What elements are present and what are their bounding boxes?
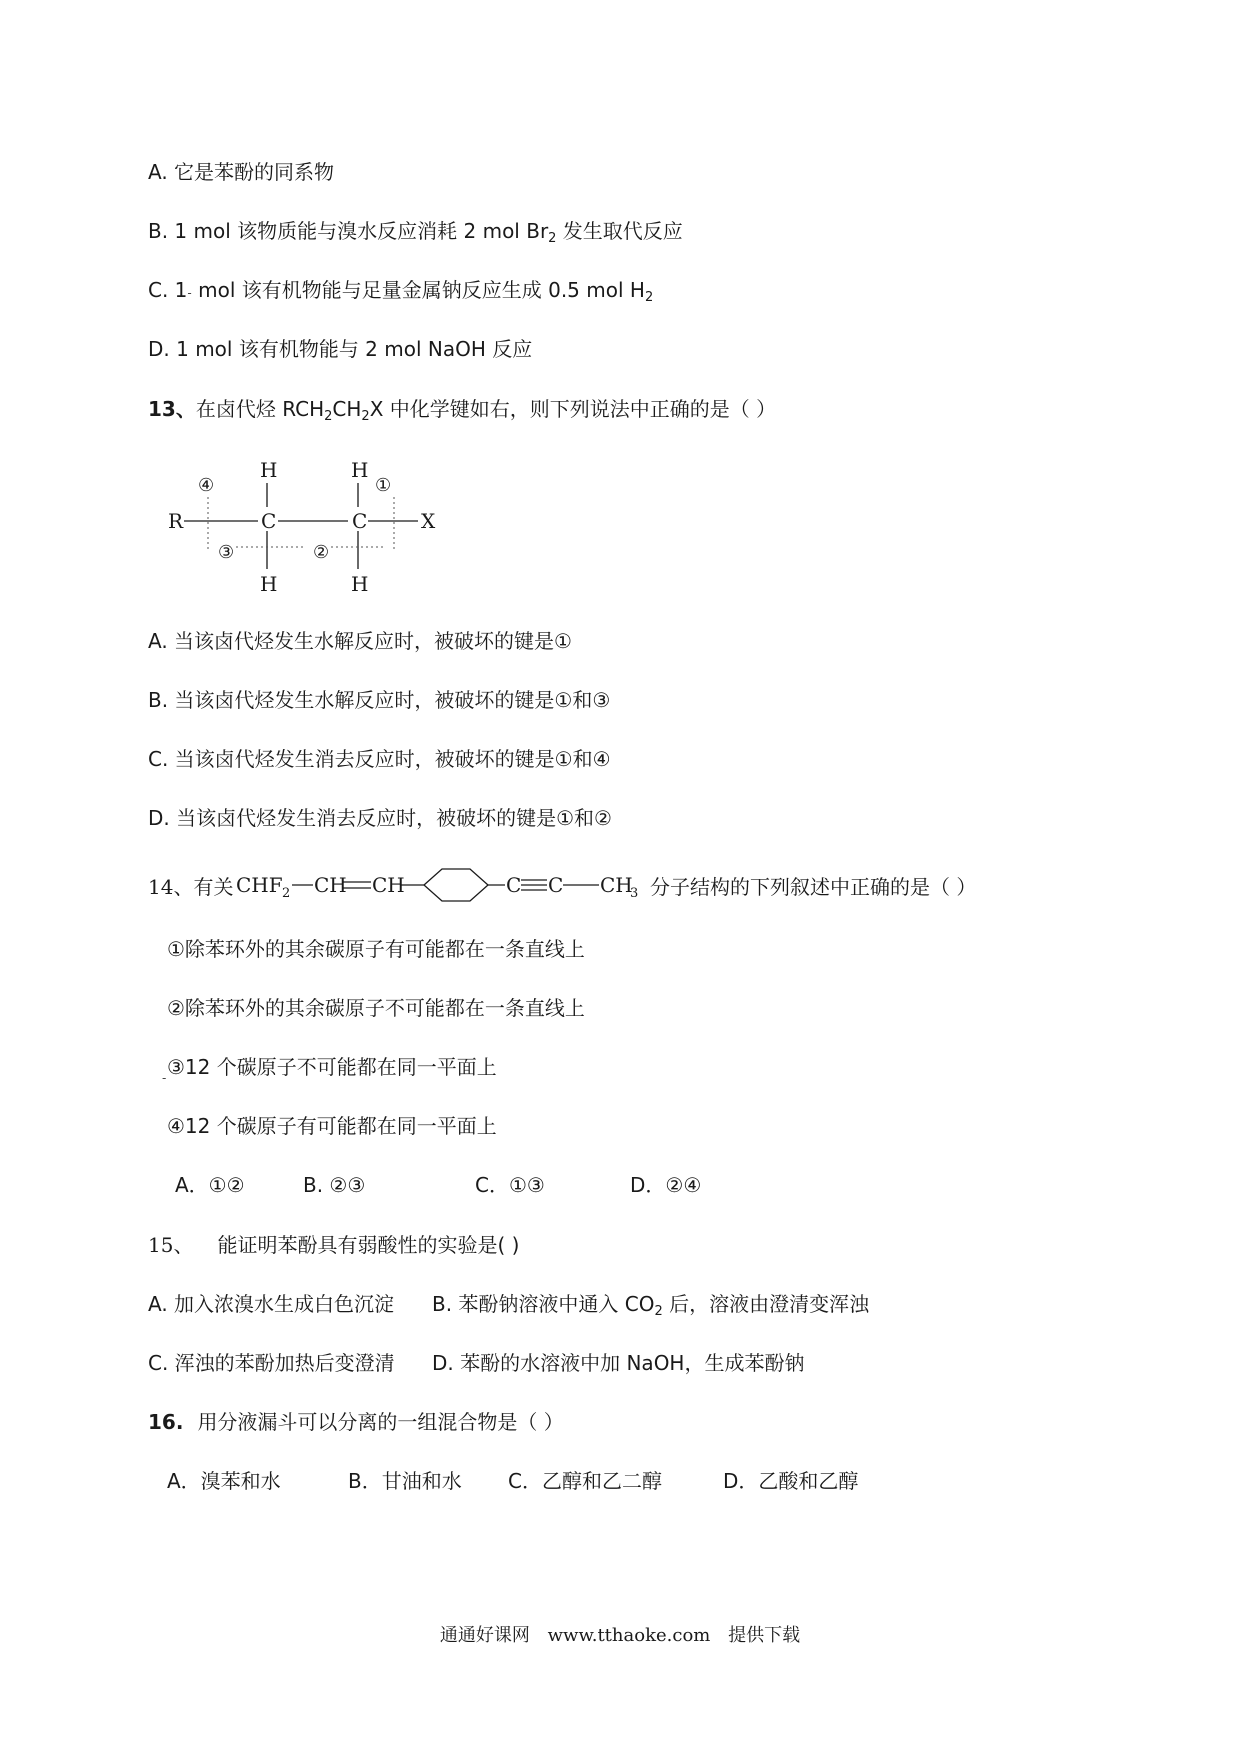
q15-options-row-1 [0, 1290, 1240, 1318]
benzene-ring [424, 869, 488, 901]
q12-option-c-mark: - [187, 286, 192, 300]
q14-option-a: A．①② [175, 1173, 245, 1197]
q15-option-b-subscript: 2 [654, 1304, 663, 1319]
formula-chf: CHF [236, 873, 283, 897]
q15-option-c: C. 浑浊的苯酚加热后变澄清 [148, 1351, 395, 1375]
diagram-carbon-2: C [352, 509, 368, 533]
q13-option-a: A. 当该卤代烃发生水解反应时，被破坏的键是① [148, 629, 572, 653]
q12-option-c-body: mol 该有机物能与足量金属钠反应生成 0.5 mol H [191, 278, 645, 302]
q15-option-b-text: B. 苯酚钠溶液中通入 CO [432, 1292, 655, 1316]
q14-statement-3: ③12 个碳原子不可能都在同一平面上 [167, 1055, 497, 1079]
q12-option-c-text: C. 1 [148, 278, 188, 302]
q13-option-b: B. 当该卤代烃发生水解反应时，被破坏的键是①和③ [148, 688, 611, 712]
q14-structural-formula [232, 863, 650, 909]
q16-option-a: A．溴苯和水 [167, 1469, 281, 1493]
q16-option-c: C．乙醇和乙二醇 [508, 1469, 662, 1493]
q12-option-b-tail: 发生取代反应 [556, 219, 683, 243]
q12-option-b-subscript: 2 [548, 231, 557, 246]
q15-option-d: D. 苯酚的水溶液中加 NaOH，生成苯酚钠 [432, 1351, 805, 1375]
q12-option-b [148, 217, 683, 245]
q13-number: 13、 [148, 397, 196, 421]
formula-c-2: C [548, 873, 564, 897]
q14-stem-tail: 分子结构的下列叙述中正确的是（ ） [650, 875, 977, 899]
q14-statement-2: ②除苯环外的其余碳原子不可能都在一条直线上 [167, 996, 585, 1020]
q13-stem-text: 在卤代烃 RCH [195, 397, 325, 421]
q13-stem [148, 395, 776, 423]
q16-option-b: B．甘油和水 [348, 1469, 462, 1493]
q15-number: 15、 [148, 1233, 194, 1257]
q14-option-d: D．②④ [630, 1173, 702, 1197]
q12-option-c-subscript: 2 [644, 290, 654, 305]
q14-statement-4: ④12 个碳原子有可能都在同一平面上 [167, 1114, 497, 1138]
formula-ch3: CH [600, 873, 633, 897]
formula-c-1: C [506, 873, 522, 897]
footer-note: 提供下载 [728, 1625, 801, 1646]
diagram-h-top-2: H [351, 458, 369, 482]
bond-label-3: ③ [218, 542, 235, 563]
q13-stem-subscript-1: 2 [324, 409, 333, 424]
diagram-h-top-1: H [260, 458, 278, 482]
q14-statement-3-mark: - [162, 1071, 167, 1085]
q15-stem [148, 1231, 519, 1259]
diagram-h-bottom-2: H [351, 572, 369, 596]
footer-url: www.tthaoke.com [547, 1625, 711, 1646]
q13-stem-tail: X 中化学键如右，则下列说法中正确的是（ ） [369, 397, 777, 421]
q12-option-c [148, 276, 653, 307]
formula-ch-1: CH [314, 873, 347, 897]
q16-options [0, 1467, 1240, 1495]
q14-options [0, 1171, 1240, 1199]
q16-number: 16. [148, 1410, 184, 1434]
q13-stem-subscript-2: 2 [361, 409, 370, 424]
q16-stem [148, 1408, 564, 1436]
q15-option-b [432, 1290, 869, 1318]
q15-option-b-tail: 后，溶液由澄清变浑浊 [662, 1292, 870, 1316]
q14-option-c: C．①③ [475, 1173, 545, 1197]
bond-label-1: ① [375, 475, 392, 496]
q16-option-d: D．乙酸和乙醇 [723, 1469, 859, 1493]
diagram-carbon-1: C [261, 509, 277, 533]
diagram-r-label: R [168, 509, 184, 533]
q15-stem-text: 能证明苯酚具有弱酸性的实验是( ) [217, 1233, 520, 1257]
q13-option-c: C. 当该卤代烃发生消去反应时，被破坏的键是①和④ [148, 747, 611, 771]
page-footer [0, 1623, 1240, 1649]
q14-number: 14、有关 [148, 875, 234, 899]
q16-stem-text: 用分液漏斗可以分离的一组混合物是（ ） [197, 1410, 564, 1434]
footer-site-name: 通通好课网 [439, 1625, 530, 1646]
haloalkane-bond-diagram [148, 449, 444, 601]
bond-label-4: ④ [198, 475, 215, 496]
q12-option-a: A. 它是苯酚的同系物 [148, 160, 335, 184]
bond-label-2: ② [313, 542, 330, 563]
q13-option-d: D. 当该卤代烃发生消去反应时，被破坏的键是①和② [148, 806, 612, 830]
diagram-h-bottom-1: H [260, 572, 278, 596]
diagram-x-label: X [421, 509, 436, 533]
formula-ch-2: CH [372, 873, 405, 897]
q12-option-b-text: B. 1 mol 该物质能与溴水反应消耗 2 mol Br [148, 219, 549, 243]
formula-chf-subscript: 2 [282, 886, 291, 901]
formula-ch3-subscript: 3 [630, 886, 639, 901]
q15-option-a: A. 加入浓溴水生成白色沉淀 [148, 1292, 395, 1316]
q12-option-d: D. 1 mol 该有机物能与 2 mol NaOH 反应 [148, 337, 533, 361]
q13-stem-ch: CH [332, 397, 362, 421]
q14-option-b: B. ②③ [303, 1173, 366, 1197]
q14-statement-1: ①除苯环外的其余碳原子有可能都在一条直线上 [167, 937, 585, 961]
q15-options-row-2 [0, 1349, 1240, 1377]
